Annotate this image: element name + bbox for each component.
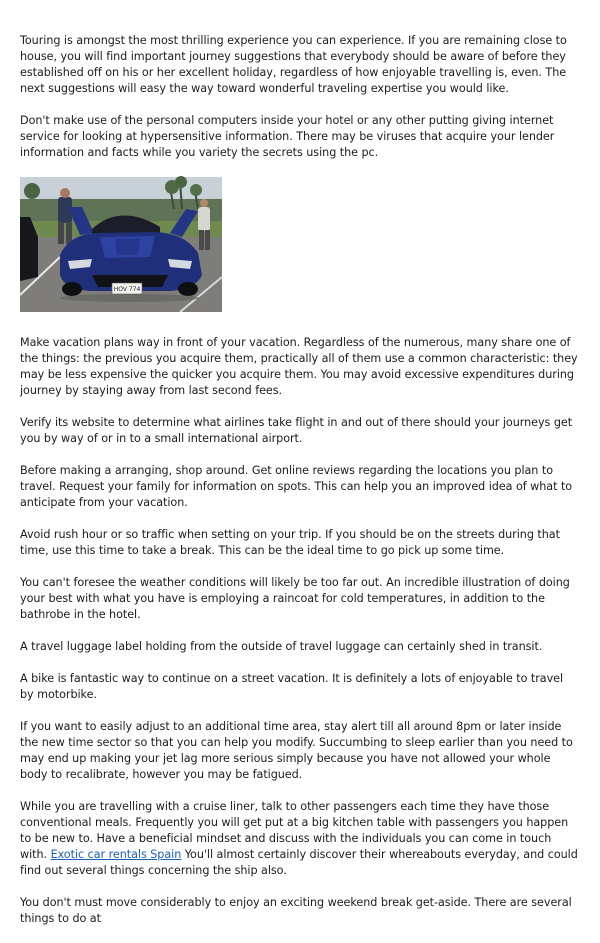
article-body: [20, 33, 580, 943]
cruise-text-before: While you are travelling with a cruise liner, talk to other passengers each time they have those conventional meals. Frequently you will get put at a big kitchen table with passengers you happen to be new to. Have a beneficial mindset and discuss with the individuals you can come in touch with.: [20, 800, 569, 861]
paragraph-luggage-label: A travel luggage label holding from the outside of travel luggage can certainly shed in transit.: [20, 640, 543, 653]
cruise-text-after: You'll almost certainly discover their whereabouts everyday, and could find out several things concerning the ship also.: [20, 848, 578, 877]
license-plate-text: HOV 774: [113, 286, 141, 293]
paragraph-vacation-plans: Make vacation plans way in front of your vacation. Regardless of the numerous, many share one of the things: the previous you acquire them, practically all of them use a common characteristic: they may be less expensive the quicker you acquire them. You may avoid excessive expenditures during journey by staying away from last second fees.: [20, 336, 578, 397]
paragraph-cruise: [20, 799, 580, 879]
paragraph-weekend: You don't must move considerably to enjoy an exciting weekend break get-aside. There are several things to do at: [20, 896, 572, 925]
paragraph-weather: You can't foresee the weather conditions will likely be too far out. An incredible illustration of doing your best with what you have is employing a raincoat for cold temperatures, in addition to the bathrobe in the hotel.: [20, 576, 570, 621]
paragraph-intro: Touring is amongst the most thrilling experience you can experience. If you are remaining close to house, you will find important journey suggestions that everybody should be aware of before they established off on his or her excellent holiday, regardless of how enjoyable travelling is, even. The next suggestions will easy the way toward wonderful traveling expertise you would like.: [20, 34, 567, 95]
paragraph-rush-hour: Avoid rush hour or so traffic when setting on your trip. If you should be on the streets during that time, use this time to take a break. This can be the ideal time to go pick up some time.: [20, 528, 560, 557]
paragraph-shop-around: Before making a arranging, shop around. Get online reviews regarding the locations you plan to travel. Request your family for information on spots. This can help you an improved idea of what to anticipate from your vacation.: [20, 464, 573, 509]
paragraph-computers: Don't make use of the personal computers inside your hotel or any other putting giving internet service for looking at hypersensitive information. There may be viruses that acquire your lender information and facts while you variety the secrets using the pc.: [20, 114, 555, 159]
paragraph-airlines: Verify its website to determine what airlines take flight in and out of there should your journeys get you by way of or in to a small international airport.: [20, 416, 573, 445]
paragraph-time-zone: If you want to easily adjust to an additional time area, stay alert till all around 8pm or later inside the new time sector so that you can help you modify. Succumbing to sleep earlier than you need to may end up making your jet lag more serious simply because you have not allowed your whole body to recalibrate, however you may be fatigued.: [20, 720, 573, 781]
exotic-car-rentals-link[interactable]: Exotic car rentals Spain: [50, 848, 182, 861]
car-photo: [20, 177, 222, 312]
paragraph-motorbike: A bike is fantastic way to continue on a street vacation. It is definitely a lots of enjoyable to travel by motorbike.: [20, 672, 564, 701]
